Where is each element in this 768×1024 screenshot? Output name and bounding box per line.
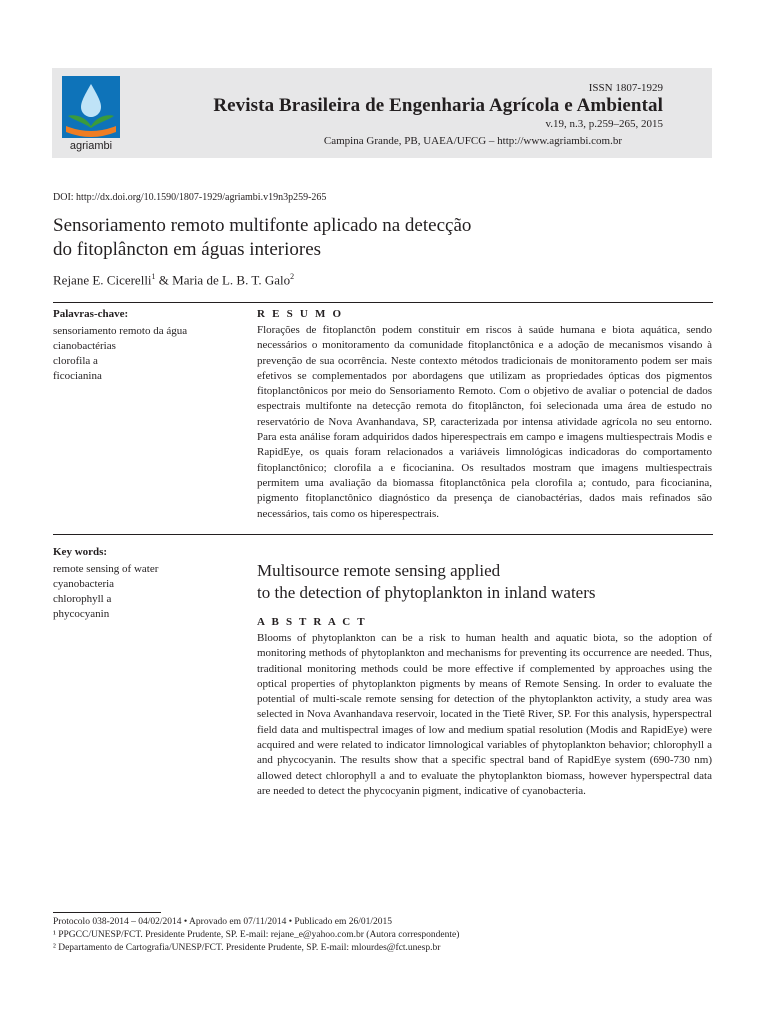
abstract-text: Blooms of phytoplankton can be a risk to human health and aquatic biota, so the adoption of monitoring methods of phytoplankton and mechanisms for preventing its occurrence are needed. Thus, traditional monitoring methods could be more effective if complemented by approaches using the optical properties of phytoplankton pigments by means of Remote Sensing. In order to evaluate the potential of multi-scale remote sensing for detection of the phytoplankton activity, a study area was selected in Nova Avanhandava reservoir, located in the Tietê River, SP. For this analysis, hyperspectral field data and multispectral images of low and medium spatial resolution (Modis and RapidEye) were acquired and were related to indicator limnological variables of phytoplankton behavior; chlorophyll a and phycocyanin. The results show that a specific spectral band of RapidEye system (690-730 nm) allowed detect chlorophyll a and to evaluate the phytoplankton biomass, however hyperspectral data are needed to detect the phycocyanin pigment, indicative of cyanobacteria.	[257, 632, 712, 797]
footnote-rule	[53, 912, 161, 913]
footnote-affiliation-1: ¹ PPGCC/UNESP/FCT. Presidente Prudente, SP. E-mail: rejane_e@yahoo.com.br (Autora correspondente)	[53, 930, 460, 940]
title-pt-line: do fitoplâncton em águas interiores	[53, 239, 322, 260]
keyword-item: cianobactérias	[53, 340, 116, 352]
keyword-item: clorofila a	[53, 355, 98, 367]
keywords-pt-list	[53, 324, 223, 384]
volume-info: v.19, n.3, p.259–265, 2015	[545, 118, 663, 130]
keywords-en-list	[53, 562, 223, 622]
article-title-pt	[53, 214, 613, 262]
publisher-place: Campina Grande, PB, UAEA/UFCG – http://www.agriambi.com.br	[323, 135, 622, 147]
divider	[53, 302, 713, 303]
keyword-item: ficocianina	[53, 370, 102, 382]
keywords-pt-heading: Palavras-chave:	[53, 308, 129, 320]
keyword-item: sensoriamento remoto da água	[53, 325, 188, 337]
agriambi-logo	[62, 76, 120, 152]
keyword-item: cyanobacteria	[53, 578, 115, 590]
author-2-affiliation: 2	[290, 272, 295, 281]
footnote-affiliation-2: ² Departamento de Cartografia/UNESP/FCT. Presidente Prudente, SP. E-mail: mlourdes@fct.unesp.br	[53, 943, 441, 953]
journal-title: Revista Brasileira de Engenharia Agrícola e Ambiental	[213, 95, 663, 116]
author-1-affiliation: 1	[151, 272, 156, 281]
keyword-item: phycocyanin	[53, 608, 110, 620]
footnote-protocol: Protocolo 038-2014 – 04/02/2014 • Aprovado em 07/11/2014 • Publicado em 26/01/2015	[53, 917, 393, 927]
logo-wordmark: agriambi	[69, 140, 113, 152]
authors	[53, 272, 294, 288]
issn: ISSN 1807-1929	[588, 82, 663, 94]
keyword-item: chlorophyll a	[53, 593, 112, 605]
doi: DOI: http://dx.doi.org/10.1590/1807-1929/agriambi.v19n3p259-265	[53, 192, 327, 203]
author-2: & Maria de L. B. T. Galo	[155, 272, 291, 288]
title-en-line: Multisource remote sensing applied	[257, 561, 501, 580]
keywords-en-heading: Key words:	[53, 546, 108, 558]
author-1: Rejane E. Cicerelli	[53, 272, 152, 288]
title-en-line: to the detection of phytoplankton in inland waters	[257, 583, 596, 602]
title-pt-line: Sensoriamento remoto multifonte aplicado na detecção	[53, 215, 472, 236]
divider	[53, 534, 713, 535]
keyword-item: remote sensing of water	[53, 563, 159, 575]
article-title-en	[257, 560, 712, 604]
resumo-text: Florações de fitoplanctôn podem constituir em riscos à saúde humana e biota aquática, sendo necessários o monitoramento da comunidade fitoplanctônica e a adoção de mecanismos visando à prevenção de sua ocorrência. Neste contexto métodos tradicionais de monitoramento podem ser mais efetivos se complementados por abordagens que utilizam as propriedades ópticas dos pigmentos fitoplanctônicos por meio do Sensoriamento Remoto. Com o objetivo de avaliar o potencial de dados espectrais multifonte na detecção remota do fitoplâncton, foi selecionada uma área de estudo no reservatório de Nova Avanhandava, SP, caracterizada por intensa atividade agrícola no seu entorno. Para esta análise foram adquiridos dados hiperespectrais em campo e imagens multiespectrais Modis e RapidEye, os quais foram relacionados a variáveis limnológicas indicadoras do comportamento fitoplanctônico; clorofila a e ficocianina. Os resultados mostram que imagens multiespectrais permitem uma avaliação da biomassa fitoplanctônica pela clorofila a; contudo, para ficocianina, pigmento fitoplanctônico diagnóstico da presença de cianobactérias, dados mais refinados são necessários, tais como os hiperespectrais.	[257, 324, 712, 520]
resumo-heading: R E S U M O	[257, 308, 344, 320]
abstract-heading: A B S T R A C T	[257, 616, 367, 628]
